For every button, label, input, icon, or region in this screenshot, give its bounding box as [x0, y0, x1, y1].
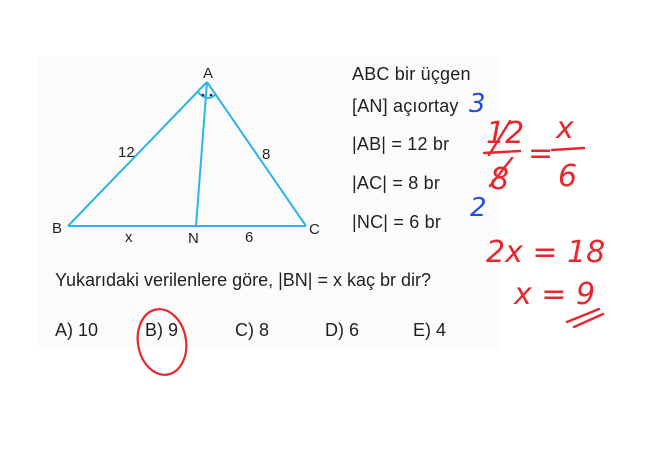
- red-equation-line2: 2x = 18: [486, 235, 606, 270]
- red-fraction-right-numerator: x: [556, 111, 574, 146]
- segment-nc-label: 6: [245, 229, 254, 246]
- option-letter: E): [413, 320, 431, 340]
- given-line-4: |AC| = 8 br: [352, 173, 441, 193]
- option-value: 6: [349, 320, 360, 340]
- question-text: Yukarıdaki verilenlere göre, |BN| = x kaç br dir?: [55, 270, 432, 290]
- red-equals-sign: =: [528, 136, 554, 171]
- blue-note-top: 3: [469, 89, 486, 119]
- answer-circle: [133, 305, 192, 378]
- option-letter: A): [55, 320, 73, 340]
- option-value: 4: [436, 320, 447, 340]
- given-line-1: ABC bir üçgen: [352, 64, 471, 84]
- side-ac-label: 8: [262, 146, 271, 163]
- red-underline-mark: [574, 314, 603, 327]
- vertex-c-label: C: [309, 221, 320, 238]
- option-value: 9: [168, 320, 179, 340]
- given-line-5: |NC| = 6 br: [352, 212, 442, 232]
- red-fraction-bar-right: [552, 148, 584, 150]
- vertex-n-label: N: [188, 230, 199, 247]
- blue-note-bottom: 2: [470, 193, 487, 223]
- segment-bn-label: x: [125, 229, 133, 246]
- side-ab-label: 12: [118, 144, 135, 161]
- option-value: 8: [259, 320, 270, 340]
- vertex-a-label: A: [203, 65, 214, 82]
- option-letter: B): [145, 320, 163, 340]
- vertex-b-label: B: [52, 220, 63, 237]
- red-fraction-right-denominator: 6: [558, 159, 578, 194]
- red-fraction-left-numerator: 12: [486, 116, 525, 151]
- red-fraction-left-denominator: 8: [490, 162, 510, 197]
- given-line-2: [AN] açıortay: [352, 96, 459, 116]
- given-line-3: |AB| = 12 br: [352, 134, 450, 154]
- option-letter: D): [325, 320, 344, 340]
- red-equation-line3: x = 9: [514, 277, 596, 312]
- option-value: 10: [78, 320, 99, 340]
- option-letter: C): [235, 320, 254, 340]
